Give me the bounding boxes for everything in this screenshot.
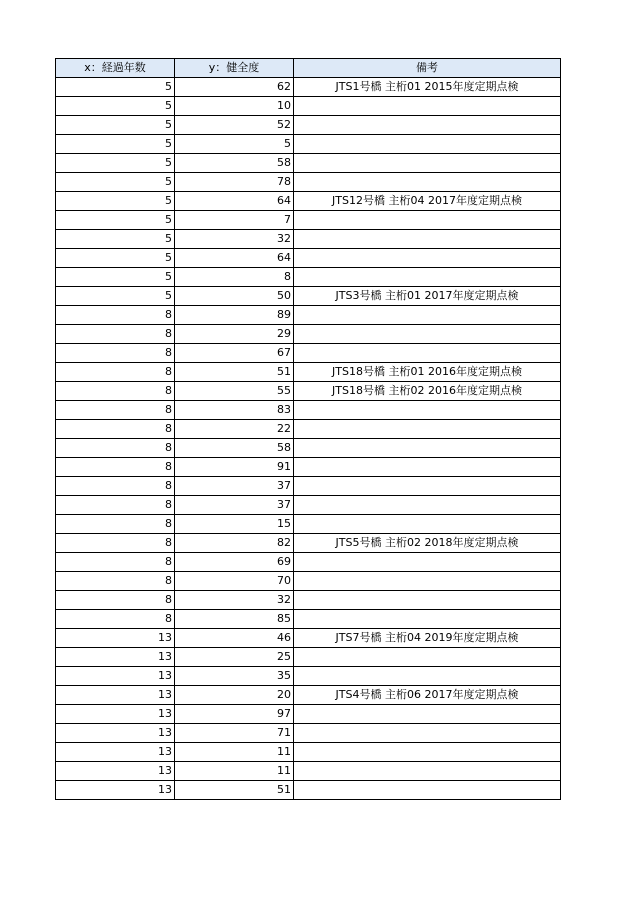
elapsed-years-cell: 13 — [56, 705, 175, 724]
soundness-cell: 25 — [175, 648, 294, 667]
remarks-cell — [294, 572, 561, 591]
remarks-cell: JTS18号橋 主桁02 2016年度定期点検 — [294, 382, 561, 401]
soundness-cell: 8 — [175, 268, 294, 287]
elapsed-years-cell: 13 — [56, 667, 175, 686]
table-row — [56, 325, 561, 344]
table-row — [56, 496, 561, 515]
remarks-cell — [294, 268, 561, 287]
table-row — [56, 173, 561, 192]
remarks-cell — [294, 477, 561, 496]
elapsed-years-cell: 5 — [56, 135, 175, 154]
remarks-cell — [294, 458, 561, 477]
table-row — [56, 401, 561, 420]
elapsed-years-cell: 13 — [56, 743, 175, 762]
table-row — [56, 382, 561, 401]
table-row — [56, 363, 561, 382]
soundness-cell: 7 — [175, 211, 294, 230]
soundness-cell: 37 — [175, 477, 294, 496]
soundness-cell: 51 — [175, 363, 294, 382]
table-row — [56, 344, 561, 363]
elapsed-years-cell: 5 — [56, 116, 175, 135]
table-row — [56, 648, 561, 667]
soundness-cell: 20 — [175, 686, 294, 705]
remarks-cell — [294, 154, 561, 173]
soundness-cell: 52 — [175, 116, 294, 135]
remarks-cell — [294, 743, 561, 762]
elapsed-years-cell: 13 — [56, 781, 175, 800]
elapsed-years-cell: 8 — [56, 610, 175, 629]
table-row — [56, 629, 561, 648]
remarks-cell: JTS5号橋 主桁02 2018年度定期点検 — [294, 534, 561, 553]
table-row — [56, 135, 561, 154]
soundness-cell: 32 — [175, 230, 294, 249]
elapsed-years-cell: 5 — [56, 287, 175, 306]
soundness-cell: 11 — [175, 762, 294, 781]
soundness-cell: 71 — [175, 724, 294, 743]
header-soundness: y：健全度 — [175, 59, 294, 78]
soundness-cell: 32 — [175, 591, 294, 610]
remarks-cell — [294, 211, 561, 230]
soundness-cell: 67 — [175, 344, 294, 363]
elapsed-years-cell: 5 — [56, 192, 175, 211]
remarks-cell — [294, 401, 561, 420]
remarks-cell — [294, 325, 561, 344]
table-row — [56, 686, 561, 705]
table-body — [56, 78, 561, 800]
table-row — [56, 97, 561, 116]
elapsed-years-cell: 8 — [56, 458, 175, 477]
soundness-cell: 50 — [175, 287, 294, 306]
soundness-cell: 29 — [175, 325, 294, 344]
remarks-cell — [294, 553, 561, 572]
table-row — [56, 515, 561, 534]
remarks-cell: JTS18号橋 主桁01 2016年度定期点検 — [294, 363, 561, 382]
soundness-cell: 55 — [175, 382, 294, 401]
remarks-cell: JTS1号橋 主桁01 2015年度定期点検 — [294, 78, 561, 97]
elapsed-years-cell: 13 — [56, 762, 175, 781]
remarks-cell — [294, 762, 561, 781]
table-row — [56, 534, 561, 553]
elapsed-years-cell: 8 — [56, 439, 175, 458]
soundness-cell: 58 — [175, 154, 294, 173]
elapsed-years-cell: 8 — [56, 496, 175, 515]
elapsed-years-cell: 8 — [56, 344, 175, 363]
header-row — [56, 59, 561, 78]
remarks-cell — [294, 781, 561, 800]
elapsed-years-cell: 8 — [56, 401, 175, 420]
table-row — [56, 667, 561, 686]
soundness-cell: 82 — [175, 534, 294, 553]
remarks-cell — [294, 667, 561, 686]
remarks-cell — [294, 515, 561, 534]
table-row — [56, 192, 561, 211]
soundness-cell: 11 — [175, 743, 294, 762]
remarks-cell: JTS3号橋 主桁01 2017年度定期点検 — [294, 287, 561, 306]
elapsed-years-cell: 8 — [56, 306, 175, 325]
table-row — [56, 572, 561, 591]
table-row — [56, 458, 561, 477]
table-row — [56, 78, 561, 97]
soundness-cell: 83 — [175, 401, 294, 420]
remarks-cell — [294, 439, 561, 458]
soundness-cell: 35 — [175, 667, 294, 686]
table-row — [56, 306, 561, 325]
elapsed-years-cell: 5 — [56, 211, 175, 230]
elapsed-years-cell: 13 — [56, 686, 175, 705]
remarks-cell — [294, 135, 561, 154]
elapsed-years-cell: 8 — [56, 420, 175, 439]
remarks-cell — [294, 230, 561, 249]
remarks-cell — [294, 420, 561, 439]
elapsed-years-cell: 8 — [56, 363, 175, 382]
elapsed-years-cell: 8 — [56, 325, 175, 344]
soundness-cell: 69 — [175, 553, 294, 572]
elapsed-years-cell: 8 — [56, 382, 175, 401]
soundness-cell: 70 — [175, 572, 294, 591]
elapsed-years-cell: 8 — [56, 477, 175, 496]
remarks-cell — [294, 705, 561, 724]
soundness-cell: 37 — [175, 496, 294, 515]
remarks-cell — [294, 344, 561, 363]
table-row — [56, 116, 561, 135]
elapsed-years-cell: 13 — [56, 648, 175, 667]
table-row — [56, 249, 561, 268]
elapsed-years-cell: 5 — [56, 268, 175, 287]
soundness-cell: 10 — [175, 97, 294, 116]
soundness-cell: 22 — [175, 420, 294, 439]
soundness-cell: 85 — [175, 610, 294, 629]
elapsed-years-cell: 5 — [56, 249, 175, 268]
header-elapsed-years: x：経過年数 — [56, 59, 175, 78]
table-row — [56, 268, 561, 287]
data-table — [55, 58, 561, 800]
remarks-cell — [294, 724, 561, 743]
soundness-cell: 62 — [175, 78, 294, 97]
table-row — [56, 705, 561, 724]
remarks-cell: JTS7号橋 主桁04 2019年度定期点検 — [294, 629, 561, 648]
elapsed-years-cell: 13 — [56, 629, 175, 648]
elapsed-years-cell: 5 — [56, 154, 175, 173]
remarks-cell — [294, 648, 561, 667]
remarks-cell — [294, 591, 561, 610]
remarks-cell — [294, 306, 561, 325]
elapsed-years-cell: 8 — [56, 534, 175, 553]
header-remarks: 備考 — [294, 59, 561, 78]
elapsed-years-cell: 5 — [56, 78, 175, 97]
soundness-cell: 89 — [175, 306, 294, 325]
soundness-cell: 78 — [175, 173, 294, 192]
table-row — [56, 724, 561, 743]
remarks-cell — [294, 610, 561, 629]
elapsed-years-cell: 5 — [56, 97, 175, 116]
elapsed-years-cell: 13 — [56, 724, 175, 743]
soundness-cell: 91 — [175, 458, 294, 477]
remarks-cell: JTS12号橋 主桁04 2017年度定期点検 — [294, 192, 561, 211]
table-row — [56, 610, 561, 629]
table-row — [56, 762, 561, 781]
soundness-cell: 58 — [175, 439, 294, 458]
remarks-cell — [294, 249, 561, 268]
elapsed-years-cell: 8 — [56, 591, 175, 610]
elapsed-years-cell: 5 — [56, 230, 175, 249]
soundness-cell: 15 — [175, 515, 294, 534]
table-row — [56, 591, 561, 610]
table-row — [56, 553, 561, 572]
soundness-cell: 51 — [175, 781, 294, 800]
soundness-cell: 64 — [175, 192, 294, 211]
remarks-cell — [294, 496, 561, 515]
elapsed-years-cell: 8 — [56, 515, 175, 534]
table-row — [56, 477, 561, 496]
table-row — [56, 230, 561, 249]
table-row — [56, 420, 561, 439]
elapsed-years-cell: 8 — [56, 553, 175, 572]
table-row — [56, 743, 561, 762]
table-row — [56, 211, 561, 230]
table-row — [56, 781, 561, 800]
table-row — [56, 439, 561, 458]
table-row — [56, 287, 561, 306]
remarks-cell: JTS4号橋 主桁06 2017年度定期点検 — [294, 686, 561, 705]
remarks-cell — [294, 97, 561, 116]
soundness-cell: 5 — [175, 135, 294, 154]
soundness-cell: 64 — [175, 249, 294, 268]
elapsed-years-cell: 5 — [56, 173, 175, 192]
soundness-cell: 97 — [175, 705, 294, 724]
soundness-cell: 46 — [175, 629, 294, 648]
table-row — [56, 154, 561, 173]
elapsed-years-cell: 8 — [56, 572, 175, 591]
remarks-cell — [294, 173, 561, 192]
remarks-cell — [294, 116, 561, 135]
